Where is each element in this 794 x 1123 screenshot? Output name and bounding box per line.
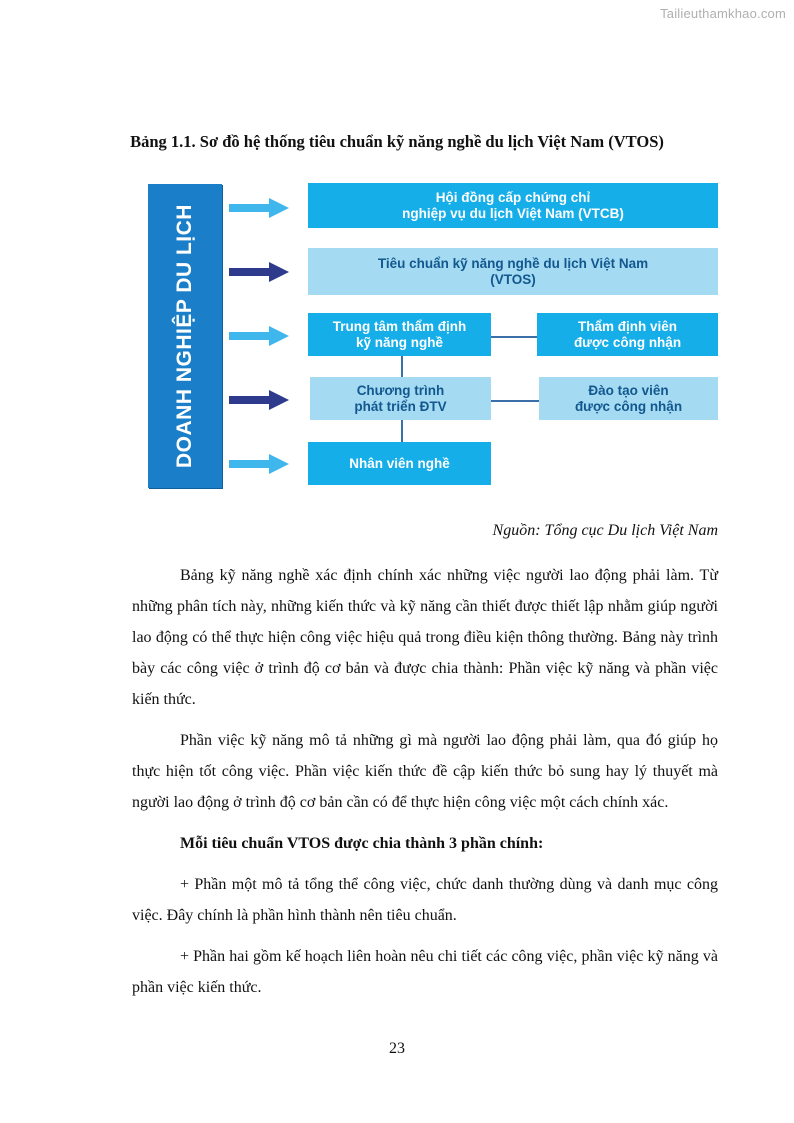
section-heading: Mỗi tiêu chuẩn VTOS được chia thành 3 phần chính: <box>180 835 544 852</box>
side-bar <box>148 184 222 488</box>
source-caption: Nguồn: Tổng cục Du lịch Việt Nam <box>492 522 718 539</box>
trainer-box: Đào tạo viên được công nhận <box>539 377 718 420</box>
paragraph: + Phần một mô tả tổng thể công việc, chức danh thường dùng và danh mục công việc. Đây chính là phần hình thành nên tiêu chuẩn. <box>132 876 718 924</box>
table-title: Bảng 1.1. Sơ đồ hệ thống tiêu chuẩn kỹ năng nghề du lịch Việt Nam (VTOS) <box>130 132 664 151</box>
arrow-right-icon <box>229 454 289 474</box>
paragraph: Phần việc kỹ năng mô tả những gì mà người lao động phải làm, qua đó giúp họ thực hiện tốt công việc. Phần việc kiến thức đề cập kiến thức bỏ sung hay lý thuyết mà người lao động ở trình độ cơ bản cần có để thực hiện công việc một cách chính xác. <box>132 732 718 811</box>
paragraph: + Phần hai gồm kế hoạch liên hoàn nêu chi tiết các công việc, phần việc kỹ năng và phần việc kiến thức. <box>132 948 718 996</box>
vtos-diagram <box>145 180 725 490</box>
arrow-right-icon <box>229 326 289 346</box>
body-text <box>132 560 718 1013</box>
page-number: 23 <box>389 1040 405 1057</box>
arrow-right-icon <box>229 390 289 410</box>
arrow-right-icon <box>229 198 289 218</box>
assessment-center-box: Trung tâm thẩm định kỹ năng nghề <box>308 313 491 356</box>
side-bar-label: DOANH NGHIỆP DU LỊCH <box>173 204 196 468</box>
vtcb-box: Hội đồng cấp chứng chỉ nghiệp vụ du lịch Việt Nam (VTCB) <box>308 183 718 228</box>
assessor-box: Thẩm định viên được công nhận <box>537 313 718 356</box>
staff-box: Nhân viên nghề <box>308 442 491 485</box>
vtos-box: Tiêu chuẩn kỹ năng nghề du lịch Việt Nam (VTOS) <box>308 248 718 295</box>
paragraph: Bảng kỹ năng nghề xác định chính xác những việc người lao động phải làm. Từ những phân tích này, những kiến thức và kỹ năng cần thiết được thiết lập nhằm giúp người lao động có thể thực hiện công việc hiệu quả trong điều kiện thông thường. Bảng này trình bày các công việc ở trình độ cơ bản và được chia thành: Phần việc kỹ năng và phần việc kiến thức. <box>132 567 718 708</box>
arrow-right-icon <box>229 262 289 282</box>
connector-line <box>491 336 537 338</box>
connector-line <box>491 400 539 402</box>
trainer-program-box: Chương trình phát triển ĐTV <box>310 377 491 420</box>
watermark: Tailieuthamkhao.com <box>660 6 786 21</box>
